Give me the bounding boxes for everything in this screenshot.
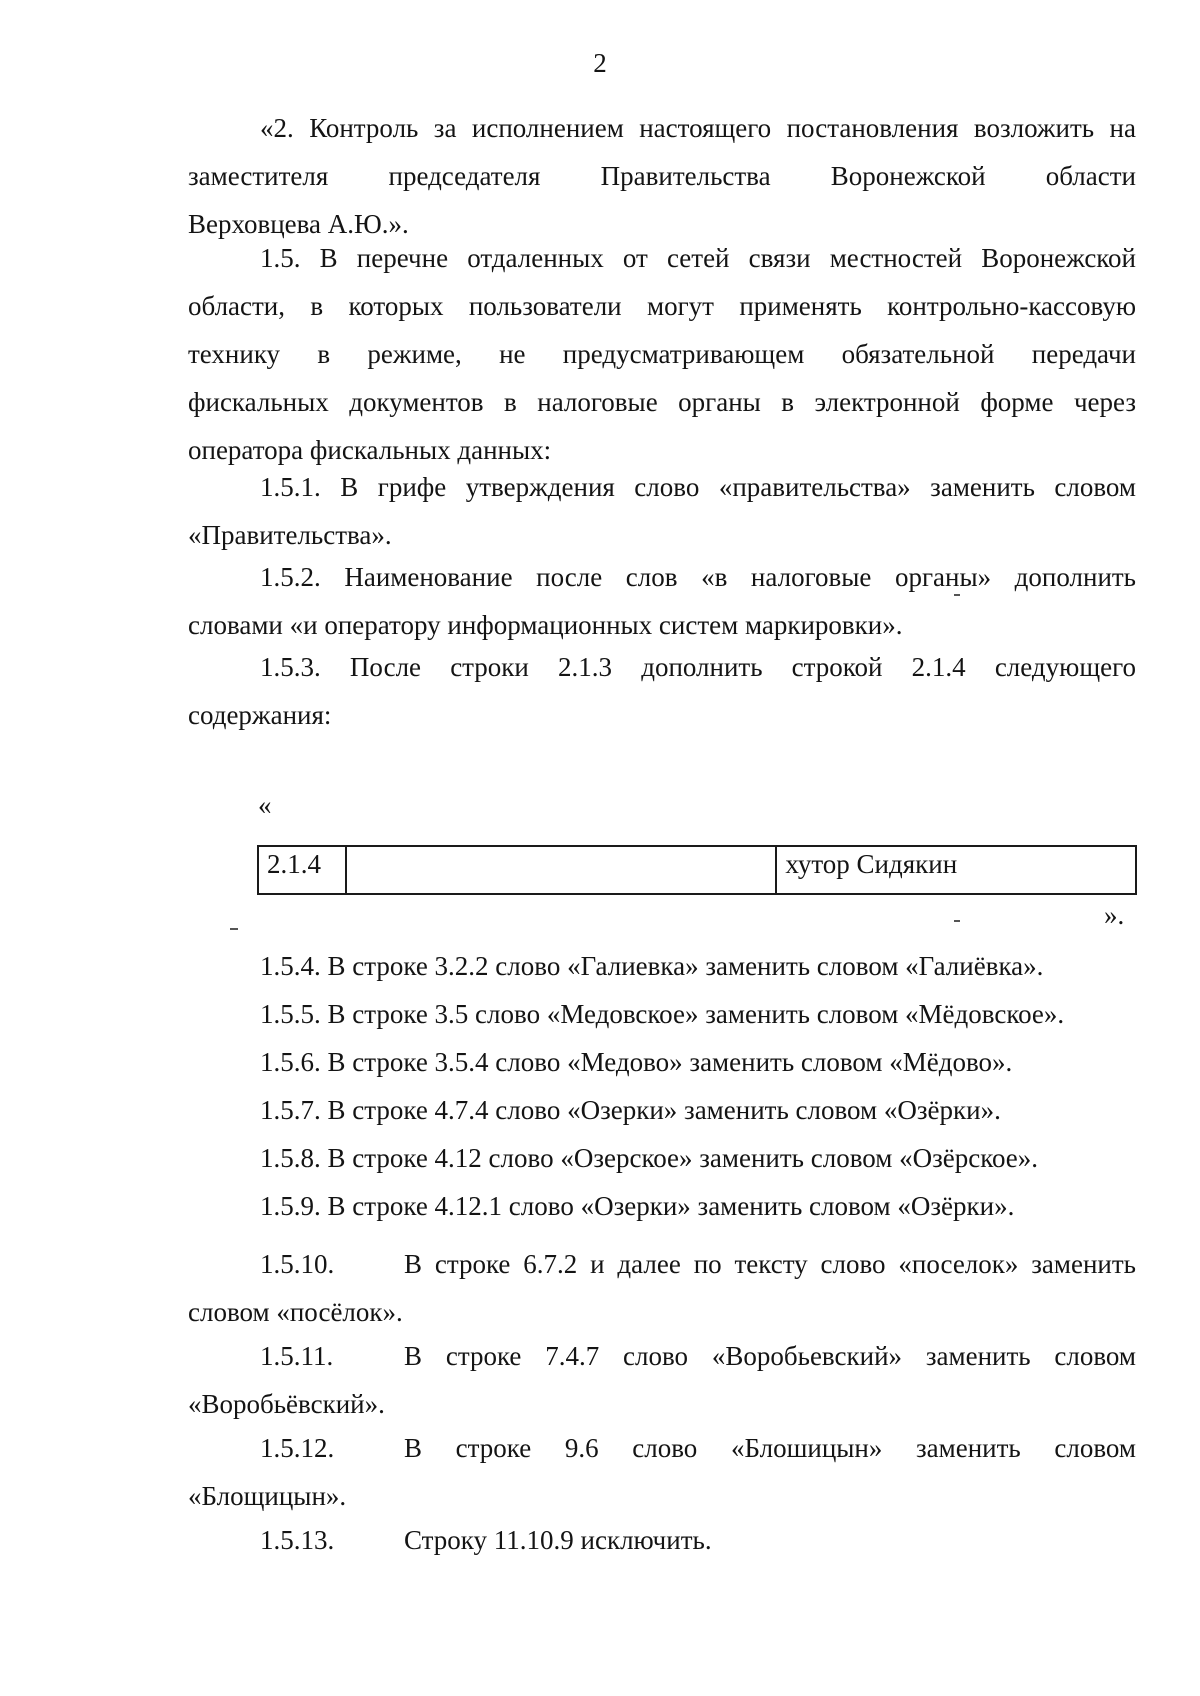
item-continuation: «Блощицын». <box>188 1481 347 1511</box>
text-line: оператора фискальных данных: <box>188 435 552 465</box>
text-line: 1.5. В перечне отдаленных от сетей связи местностей Воронежской <box>260 243 1136 273</box>
text-line: Верховцева А.Ю.». <box>188 209 409 239</box>
scan-speck <box>230 928 238 930</box>
list-item: 1.5.5. В строке 3.5 слово «Медовское» заменить словом «Мёдовское». <box>260 999 1065 1029</box>
table-cell-number: 2.1.4 <box>258 846 346 894</box>
page-number: 2 <box>593 48 607 78</box>
paragraph-1-5-2 <box>188 553 1136 649</box>
list-item: 1.5.9. В строке 4.12.1 слово «Озерки» заменить словом «Озёрки». <box>260 1191 1015 1221</box>
numbered-item-1-5-12 <box>188 1424 1136 1520</box>
scan-speck <box>954 594 960 596</box>
text-line: 1.5.2. Наименование после слов «в налоговые органы» дополнить <box>260 562 1136 592</box>
numbered-item-1-5-10 <box>188 1240 1136 1336</box>
text-line: фискальных документов в налоговые органы в электронной форме через <box>188 387 1136 417</box>
list-item: 1.5.8. В строке 4.12 слово «Озерское» заменить словом «Озёрское». <box>260 1143 1039 1173</box>
paragraph-control <box>188 104 1136 248</box>
list-item: 1.5.6. В строке 3.5.4 слово «Медово» заменить словом «Мёдово». <box>260 1047 1013 1077</box>
open-quote: « <box>258 790 272 820</box>
item-text: Строку 11.10.9 исключить. <box>404 1525 712 1555</box>
table-cell-name: хутор Сидякин <box>776 846 1136 894</box>
text-line: словами «и оператору информационных систем маркировки». <box>188 610 903 640</box>
table-cell-empty <box>346 846 776 894</box>
item-text: В строке 7.4.7 слово «Воробьевский» заменить словом <box>404 1341 1136 1371</box>
text-line: 1.5.3. После строки 2.1.3 дополнить строкой 2.1.4 следующего <box>260 652 1136 682</box>
list-item: 1.5.7. В строке 4.7.4 слово «Озерки» заменить словом «Озёрки». <box>260 1095 1001 1125</box>
table-row <box>258 846 1136 894</box>
paragraph-1-5 <box>188 234 1136 474</box>
text-line: «Правительства». <box>188 520 392 550</box>
paragraph-1-5-3 <box>188 643 1136 739</box>
insert-table <box>257 845 1137 895</box>
text-line: «2. Контроль за исполнением настоящего постановления возложить на <box>260 113 1136 143</box>
items-list <box>188 942 1136 1230</box>
text-line: области, в которых пользователи могут применять контрольно-кассовую <box>188 291 1136 321</box>
list-item: 1.5.4. В строке 3.2.2 слово «Галиевка» заменить словом «Галиёвка». <box>260 951 1044 981</box>
text-line: технику в режиме, не предусматривающем обязательной передачи <box>188 339 1136 369</box>
numbered-item-1-5-11 <box>188 1332 1136 1428</box>
paragraph-1-5-1 <box>188 463 1136 559</box>
item-text: В строке 6.7.2 и далее по тексту слово «поселок» заменить <box>404 1249 1136 1279</box>
scan-speck <box>954 920 960 922</box>
item-number: 1.5.12. <box>260 1433 335 1463</box>
item-text: В строке 9.6 слово «Блошицын» заменить словом <box>404 1433 1136 1463</box>
item-number: 1.5.11. <box>260 1341 334 1371</box>
close-quote: ». <box>1104 900 1125 930</box>
numbered-item-1-5-13 <box>188 1516 1136 1564</box>
text-line: заместителя председателя Правительства Воронежской области <box>188 161 1136 191</box>
item-number: 1.5.10. <box>260 1249 335 1279</box>
text-line: 1.5.1. В грифе утверждения слово «правительства» заменить словом <box>260 472 1136 502</box>
item-number: 1.5.13. <box>260 1525 335 1555</box>
item-continuation: словом «посёлок». <box>188 1297 403 1327</box>
item-continuation: «Воробьёвский». <box>188 1389 385 1419</box>
text-line: содержания: <box>188 700 332 730</box>
